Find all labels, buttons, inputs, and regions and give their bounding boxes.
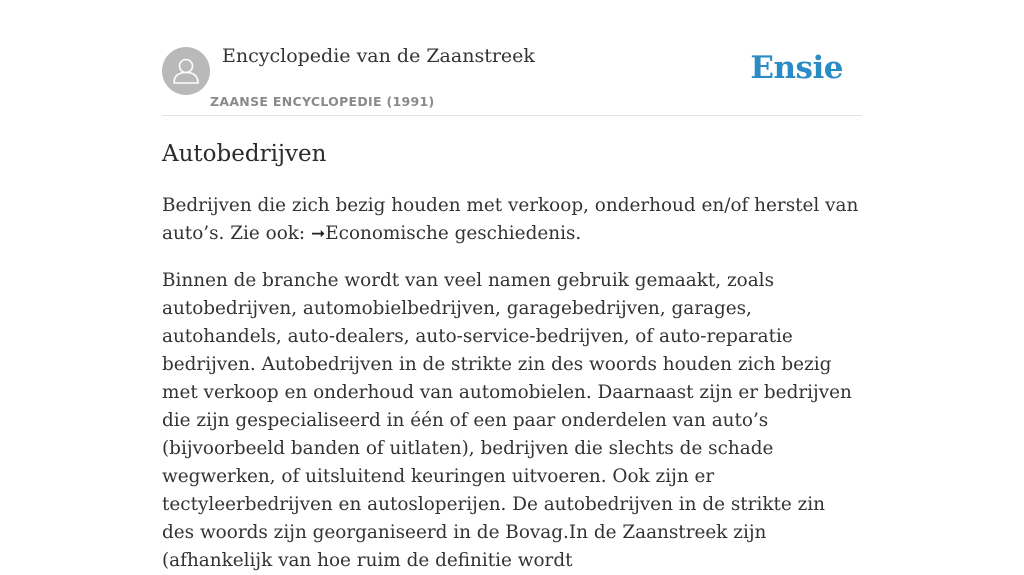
definition-text: Bedrijven die zich bezig houden met verkoop, onderhoud en/of herstel van auto’s. Zie ook: [162, 195, 859, 244]
entry-title: Autobedrijven [162, 141, 327, 167]
body-paragraph: Binnen de branche wordt van veel namen gebruik gemaakt, zoals autobedrijven, automobielbedrijven, garagebedrijven, garages, autohandels, auto-dealers, auto-service-bedrijven, of auto-reparatie bedrijven. Autobedrijven in de strikte zin des woords houden zich bezig met verkoop en onderhoud van automobielen. Daarnaast zijn er bedrijven die zijn gespecialiseerd in één of een paar onderdelen van auto’s (bijvoorbeeld banden of uitlaten), bedrijven die slechts de schade wegwerken, of uitsluitend keuringen uitvoeren. Ook zijn er tectyleerbedrijven en autosloperijen. De autobedrijven in de strikte zin des woords zijn georganiseerd in de Bovag.In de Zaanstreek zijn (afhankelijk van hoe ruim de definitie wordt [162, 270, 852, 571]
person-outline-icon [162, 47, 210, 95]
cross-reference-link[interactable]: Economische geschiedenis [325, 223, 576, 244]
entry-content [162, 137, 862, 575]
source-title[interactable]: Encyclopedie van de Zaanstreek [222, 45, 535, 67]
definition-paragraph [162, 192, 862, 248]
source-header [162, 0, 862, 116]
ensie-logo[interactable]: Ensie [750, 50, 843, 86]
definition-end: . [575, 223, 582, 244]
user-avatar-icon[interactable] [162, 47, 210, 95]
arrow-right-icon: ➞ [310, 224, 326, 244]
source-subtitle: ZAANSE ENCYCLOPEDIE (1991) [210, 94, 435, 109]
